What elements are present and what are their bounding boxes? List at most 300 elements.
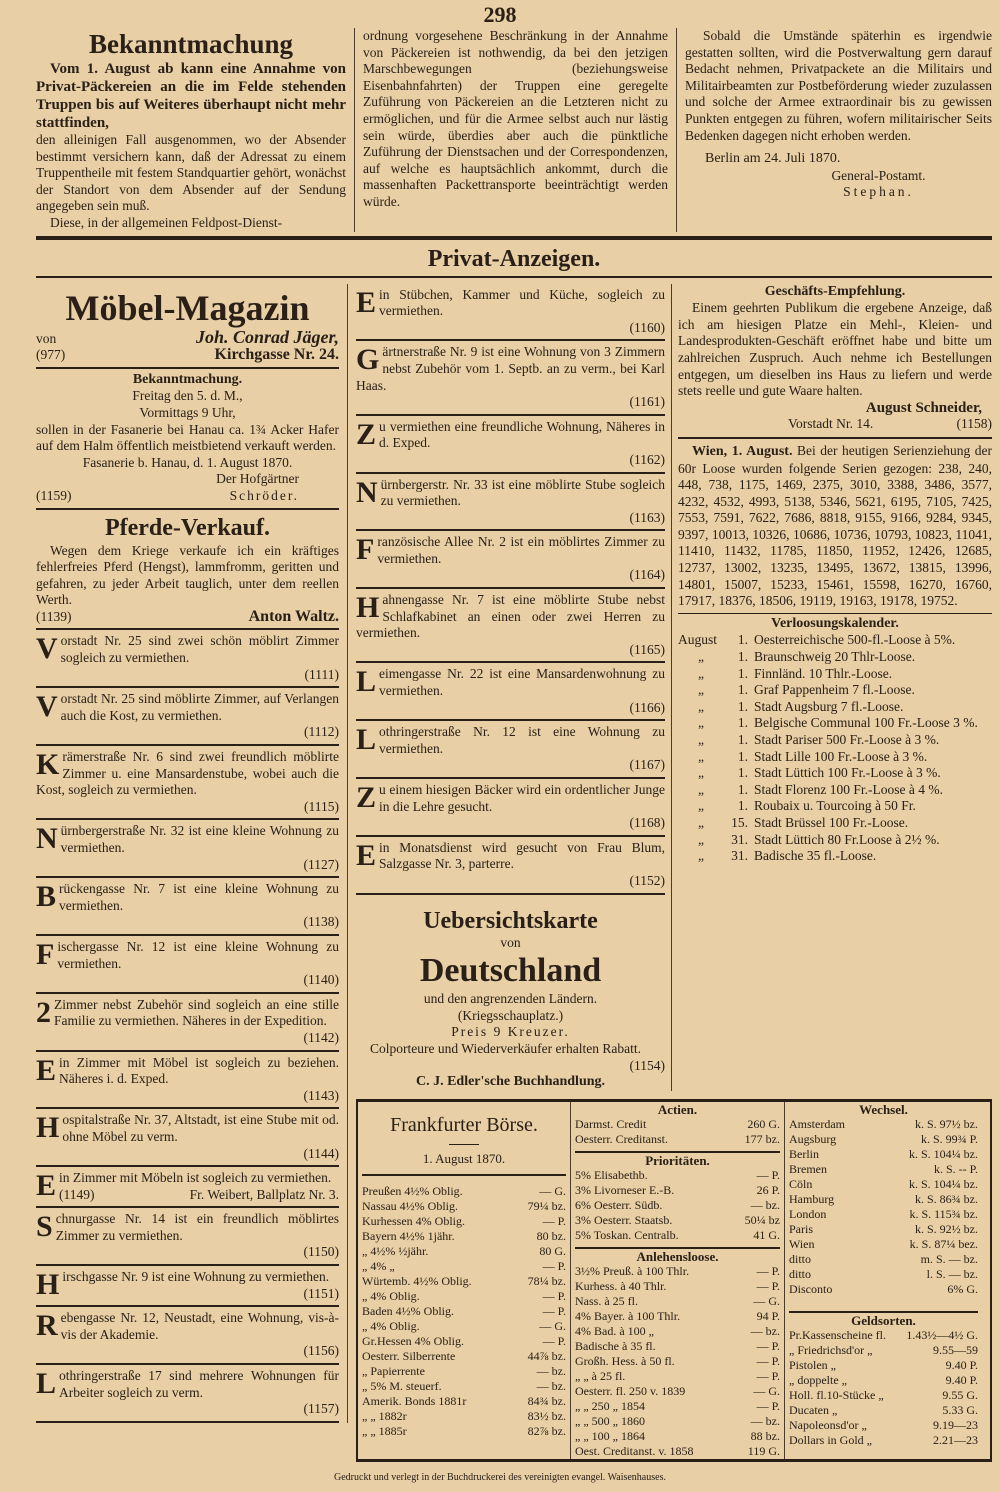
kalender-row xyxy=(678,666,992,683)
kalender-month: „ xyxy=(698,732,704,747)
fasanerie-title: Bekanntmachung. xyxy=(132,371,243,387)
stock-value: 9.19—23 xyxy=(933,1417,978,1432)
kalender-row xyxy=(678,815,992,832)
fasanerie-place: Fasanerie b. Hanau, d. 1. August 1870. xyxy=(82,454,293,470)
boerse-section-geldsorten xyxy=(789,1311,978,1448)
stock-name: Kurhess. à 40 Thlr. xyxy=(575,1278,667,1293)
stock-row xyxy=(362,1319,566,1334)
stock-name: 3% Oesterr. Staatsb. xyxy=(575,1212,673,1227)
stock-value: 9.55 G. xyxy=(942,1387,978,1402)
stock-name: Darmst. Credit xyxy=(575,1116,647,1131)
kalender-row xyxy=(678,715,992,732)
stock-value: — P. xyxy=(542,1258,566,1273)
stock-name: Bayern 4½% 1jähr. xyxy=(362,1228,455,1243)
ad-number: (1162) xyxy=(629,451,665,467)
stock-row xyxy=(789,1282,978,1297)
section-title: Anlehensloose. xyxy=(636,1248,719,1264)
kalender-month: „ xyxy=(698,649,704,665)
kalender-month: „ xyxy=(698,665,704,681)
page-number: 298 xyxy=(483,2,517,27)
stock-name: Napoleonsd'or „ xyxy=(789,1417,867,1432)
fasanerie-text: sollen in der Fasanerie bei Hanau ca. 1¾ Acker Hafer auf dem Halm öffentlich meistbietend verkauft werden. xyxy=(36,421,339,454)
stock-value: 80 G. xyxy=(539,1243,566,1258)
kalender-title: Verloosungskalender. xyxy=(771,615,899,631)
left-column xyxy=(36,284,348,1423)
fasanerie-role: Der Hofgärtner xyxy=(216,471,299,487)
stock-row xyxy=(789,1177,978,1192)
stock-row xyxy=(575,1384,780,1399)
notice-sig1: General-Postamt. xyxy=(831,167,926,183)
fasanerie-l2: Vormittags 9 Uhr, xyxy=(139,404,236,420)
stock-row xyxy=(575,1369,780,1384)
stock-name: „ doppelte „ xyxy=(789,1372,847,1387)
stock-name: Pr.Kassenscheine fl. xyxy=(789,1327,886,1342)
stock-value: 9.40 P. xyxy=(945,1372,978,1387)
karte-title: Uebersichtskarte xyxy=(423,907,598,934)
stock-value: 2.21—23 xyxy=(933,1432,978,1447)
ad-number: (1156) xyxy=(303,1343,339,1359)
stock-name: Augsburg xyxy=(789,1131,837,1146)
stock-value: 9.40 P. xyxy=(945,1357,978,1372)
kalender-month: „ xyxy=(698,715,704,731)
ad-number: (1164) xyxy=(629,567,665,583)
stock-name: 4% Bayer. à 100 Thlr. xyxy=(575,1308,681,1323)
stock-value: 50¼ bz xyxy=(744,1212,780,1227)
ad-number: (1160) xyxy=(629,319,665,335)
kalender-month: „ xyxy=(698,698,704,714)
stock-name: Großh. Hess. à 50 fl. xyxy=(575,1353,675,1368)
ad-number: (1127) xyxy=(303,856,339,872)
stock-row xyxy=(789,1162,978,1177)
stock-name: „ „ 250 „ 1854 xyxy=(575,1398,645,1413)
stock-row xyxy=(789,1358,978,1373)
stock-value: 78¼ bz. xyxy=(527,1273,566,1288)
stock-value: k. S. 104¼ bz. xyxy=(909,1146,978,1161)
stock-row xyxy=(789,1343,978,1358)
stock-row xyxy=(789,1403,978,1418)
ad-text: Hahnengasse Nr. 7 ist eine möblirte Stube nebst Schlafkabinet an einen oder zwei Herren zu vermiethen. xyxy=(356,591,665,641)
stock-value: 26 P. xyxy=(756,1182,780,1197)
section-title: Wechsel. xyxy=(859,1101,908,1117)
stock-name: Wien xyxy=(789,1236,815,1251)
karte-price: Preis 9 Kreuzer. xyxy=(451,1024,570,1040)
ad-number: (1151) xyxy=(303,1285,339,1301)
karte-country: Deutschland xyxy=(419,952,602,990)
stock-name: Preußen 4½% Oblig. xyxy=(362,1183,463,1198)
stock-value: 83½ bz. xyxy=(527,1408,566,1423)
stock-name: Würtemb. 4½% Oblig. xyxy=(362,1273,472,1288)
stock-row xyxy=(362,1259,566,1274)
stock-name: Cöln xyxy=(789,1176,813,1191)
divider xyxy=(36,276,992,278)
stock-value: — G. xyxy=(539,1183,566,1198)
stock-name: Nass. à 25 fl. xyxy=(575,1293,638,1308)
stock-value: 6% G. xyxy=(947,1281,978,1296)
stock-name: Dollars in Gold „ xyxy=(789,1432,872,1447)
ad-text: Nürnbergerstraße Nr. 32 ist eine kleine Wohnung zu vermiethen. xyxy=(36,822,339,856)
karte-ad xyxy=(356,899,665,1091)
kalender-item: Stadt Lüttich 100 Fr.-Loose à 3 %. xyxy=(754,765,941,781)
stock-row xyxy=(575,1198,780,1213)
boerse-right xyxy=(784,1102,982,1459)
stock-name: Baden 4½% Oblig. xyxy=(362,1303,454,1318)
stock-value: — P. xyxy=(542,1333,566,1348)
ad-text: Vorstadt Nr. 25 sind zwei schön möblirt Zimmer sogleich zu vermiethen. xyxy=(36,632,339,666)
stock-row xyxy=(789,1267,978,1282)
right-column xyxy=(672,284,992,865)
stock-row xyxy=(362,1184,566,1199)
stock-row xyxy=(789,1192,978,1207)
stock-row xyxy=(362,1214,566,1229)
classified-ad xyxy=(356,284,665,342)
ad-signature: Fr. Weibert, Ballplatz Nr. 3. xyxy=(189,1186,339,1202)
classified-ad xyxy=(356,663,665,721)
kalender-day: 1. xyxy=(737,715,748,731)
stock-row xyxy=(789,1147,978,1162)
kalender-item: Stadt Lüttich 80 Fr.Loose à 2½ %. xyxy=(754,831,940,847)
ad-text: Zu einem hiesigen Bäcker wird ein ordentlicher Junge in die Lehre gesucht. xyxy=(356,781,665,814)
stock-value: 82⅞ bz. xyxy=(527,1423,566,1438)
ad-number: (1150) xyxy=(303,1244,339,1260)
kalender-item: Belgische Communal 100 Fr.-Loose 3 %. xyxy=(754,715,978,731)
stock-row xyxy=(362,1289,566,1304)
section-title: Geldsorten. xyxy=(851,1312,916,1328)
stock-value: 41 G. xyxy=(753,1227,780,1242)
karte-text: Colporteure und Wiederverkäufer erhalten Rabatt. xyxy=(370,1040,641,1056)
stock-name: 3½% Preuß. à 100 Thlr. xyxy=(575,1263,690,1278)
karte-sig: C. J. Edler'sche Buchhandlung. xyxy=(415,1074,606,1090)
ad-text: Fischergasse Nr. 12 ist eine kleine Wohnung zu vermiethen. xyxy=(36,937,339,971)
boerse-main xyxy=(358,1102,570,1459)
kalender-item: Stadt Lille 100 Fr.-Loose à 3 %. xyxy=(754,748,928,764)
fasanerie-l1: Freitag den 5. d. M., xyxy=(132,388,243,404)
ad-number: (1157) xyxy=(303,1401,339,1417)
stock-row xyxy=(789,1222,978,1237)
kalender-month: „ xyxy=(698,781,704,797)
kalender-day: 1. xyxy=(737,765,748,781)
stock-value: — bz. xyxy=(750,1323,780,1338)
ad-text: Schnurgasse Nr. 14 ist ein freundlich möblirtes Zimmer zu vermiethen. xyxy=(36,1210,339,1244)
karte-von: von xyxy=(500,934,521,950)
classified-ad xyxy=(36,1167,339,1208)
ad-footer xyxy=(59,1187,339,1204)
stock-value: — P. xyxy=(756,1368,780,1383)
fasanerie-sig: Schröder. xyxy=(229,487,299,503)
ad-number: (1149) xyxy=(59,1186,95,1202)
ad-number: (1166) xyxy=(629,699,665,715)
ad-text: Ein Monatsdienst wird gesucht von Frau Blum, Salzgasse Nr. 3, parterre. xyxy=(356,838,665,872)
ad-text: Krämerstraße Nr. 6 sind zwei freundlich möblirte Zimmer u. eine Mansardenstube, wobei auch die Kost, sogleich zu vermiethen. xyxy=(36,748,339,798)
stock-name: 4% Bad. à 100 „ xyxy=(575,1323,654,1338)
classified-ad xyxy=(356,589,665,663)
stock-name: Hamburg xyxy=(789,1191,835,1206)
notice-title: Bekanntmachung xyxy=(88,29,294,59)
stock-value: k. S. 99¾ P. xyxy=(920,1131,978,1146)
boerse-title: Frankfurter Börse. xyxy=(390,1113,538,1136)
pferd-sig: Anton Waltz. xyxy=(248,607,339,625)
stock-name: Paris xyxy=(789,1221,813,1236)
stock-name: Oest. Creditanst. v. 1858 xyxy=(575,1443,694,1458)
kalender-row xyxy=(678,832,992,849)
ad-number: (1144) xyxy=(303,1145,339,1161)
section-title: Prioritäten. xyxy=(645,1152,710,1168)
stock-value: k. S. 115¾ bz. xyxy=(909,1206,978,1221)
stock-row xyxy=(362,1274,566,1289)
stock-value: — P. xyxy=(542,1288,566,1303)
stock-row xyxy=(575,1354,780,1369)
classified-ad xyxy=(36,820,339,878)
stock-value: 88 bz. xyxy=(750,1428,780,1443)
stock-value: 9.55—59 xyxy=(933,1342,978,1357)
left-ads-list xyxy=(36,630,339,1422)
boerse-section-wechsel xyxy=(789,1102,978,1297)
stock-name: Disconto xyxy=(789,1281,833,1296)
stock-name: Holl. fl.10-Stücke „ xyxy=(789,1387,884,1402)
stock-value: 80 bz. xyxy=(536,1228,566,1243)
notice-lead: Vom 1. August ab kann eine Annahme von Privat-Päckereien an die im Felde stehenden Truppen bis auf Weiteres überhaupt nicht mehr stattfinden, xyxy=(36,61,346,131)
ad-text: Ein Zimmer mit Möbeln ist sogleich zu vermiethen. xyxy=(36,1169,332,1203)
stock-value: 119 G. xyxy=(747,1443,780,1458)
kalender-day: 1. xyxy=(737,732,748,747)
kalender-month: „ xyxy=(698,814,704,830)
stock-name: Ducaten „ xyxy=(789,1402,838,1417)
kalender-item: Stadt Pariser 500 Fr.-Loose à 3 %. xyxy=(754,732,940,747)
boerse-section-actien xyxy=(575,1102,780,1147)
stock-value: — bz. xyxy=(536,1363,566,1378)
stock-name: Oesterr. Silberrente xyxy=(362,1348,456,1363)
stock-row xyxy=(789,1388,978,1403)
classified-ad xyxy=(36,1266,339,1307)
fasanerie-ad xyxy=(36,369,339,510)
geschaeft-text: Einem geehrten Publikum die ergebene Anzeige, daß ich am hiesigen Platze ein Mehl-, Kleien- und Landesprodukten-Geschäft eröffnet habe und bitte um zahlreichen Zuspruch. Auch nehme ich Bestellungen entgegen, um dieselben ins Haus zu liefern und werde stets reelle und gute Waare halten. xyxy=(678,300,992,399)
stock-value: 84¾ bz. xyxy=(527,1393,566,1408)
stock-name: „ „ 100 „ 1864 xyxy=(575,1428,645,1443)
stock-value: k. S. 97½ bz. xyxy=(915,1116,978,1131)
stock-value: — G. xyxy=(753,1383,780,1398)
geschaeft-title: Geschäfts-Empfehlung. xyxy=(764,283,906,299)
classified-ad xyxy=(356,416,665,474)
kalender-row xyxy=(678,848,992,865)
stock-row xyxy=(789,1237,978,1252)
classified-ad xyxy=(356,474,665,532)
classified-ad xyxy=(36,994,339,1052)
stock-value: — P. xyxy=(756,1263,780,1278)
stock-value: 260 G. xyxy=(747,1116,780,1131)
ad-text: Lothringerstraße Nr. 12 ist eine Wohnung zu vermiethen. xyxy=(356,723,665,757)
ad-number: (1152) xyxy=(629,872,665,888)
stock-value: 94 P. xyxy=(756,1308,780,1323)
ad-number: (1142) xyxy=(303,1029,339,1045)
kalender-item: Roubaix u. Tourcoing à 50 Fr. xyxy=(754,798,916,814)
ad-text: Zu vermiethen eine freundliche Wohnung, Näheres in d. Exped. xyxy=(356,417,665,451)
classified-ad xyxy=(36,936,339,994)
karte-paren: (Kriegsschauplatz.) xyxy=(457,1007,564,1023)
ad-number: (1165) xyxy=(629,641,665,657)
stock-row xyxy=(575,1213,780,1228)
stock-name: Kurhessen 4% Oblig. xyxy=(362,1213,465,1228)
ad-text: Vorstadt Nr. 25 sind möblirte Zimmer, auf Verlangen auch die Kost, zu vermiethen. xyxy=(36,690,339,724)
kalender-item: Oesterreichische 500-fl.-Loose à 5%. xyxy=(754,632,956,648)
notice-col-3 xyxy=(676,28,992,232)
stock-row xyxy=(575,1324,780,1339)
stock-name: „ „ 1885r xyxy=(362,1423,407,1438)
pferd-text: Wegen dem Kriege verkaufe ich ein kräftiges fehlerfreies Pferd (Hengst), lammfromm, geritten und gefahren, zu jeder Arbeit tauglich, unter dem reellen Werth. xyxy=(36,542,339,608)
kalender-month: „ xyxy=(698,798,704,814)
notice xyxy=(36,28,992,232)
geschaeft-sig: August Schneider, xyxy=(865,399,982,416)
kalender-day: 15. xyxy=(731,814,748,830)
moebel-title: Möbel-Magazin xyxy=(65,287,310,328)
ad-text: Hirschgasse Nr. 9 ist eine Wohnung zu vermiethen. xyxy=(36,1268,330,1302)
notice-para3: Sobald die Umstände späterhin es irgendwie gestatten sollten, wird die Postverwaltung gern darauf Bedacht nehmen, Privatpackete an die Militairs und Militairbeamten zur Postbeförderung wieder zuzulassen und solche der Armee extraordinair bis zu gewissen Punkten entgegen zu führen, wofern militairischer Seits Bedenken dagegen nicht erhoben werden. xyxy=(685,28,992,143)
stock-name: ditto xyxy=(789,1266,812,1281)
ad-number: (1167) xyxy=(629,757,665,773)
stock-row xyxy=(789,1433,978,1448)
geschaeft-num: (1158) xyxy=(956,416,992,432)
ad-number: (1143) xyxy=(303,1087,339,1103)
stock-row xyxy=(575,1414,780,1429)
ad-text: Rebengasse Nr. 12, Neustadt, eine Wohnung, vis-à-vis der Akademie. xyxy=(36,1309,339,1343)
stock-row xyxy=(362,1409,566,1424)
notice-col-1 xyxy=(36,28,354,232)
classified-ad xyxy=(356,341,665,415)
stock-row xyxy=(575,1399,780,1414)
kalender-row xyxy=(678,699,992,716)
kalender-day: 1. xyxy=(737,698,748,714)
kalender-day: 1. xyxy=(737,682,748,698)
notice-sig2: Stephan. xyxy=(843,184,914,200)
middle-column xyxy=(356,284,672,1091)
stock-name: Amerik. Bonds 1881r xyxy=(362,1393,467,1408)
ad-text: 2Zimmer nebst Zubehör sind sogleich an eine stille Familie zu vermiethen. Näheres in der Expedition. xyxy=(36,995,339,1029)
stock-row xyxy=(362,1424,566,1439)
stock-name: 6% Oesterr. Südb. xyxy=(575,1197,663,1212)
kalender-month: „ xyxy=(698,682,704,698)
stock-value: — P. xyxy=(542,1213,566,1228)
ad-number: (1138) xyxy=(303,914,339,930)
ad-text: Französische Allee Nr. 2 ist ein möblirtes Zimmer zu vermiethen. xyxy=(356,533,665,567)
notice-body: den alleinigen Fall ausgenommen, wo der Absender bestimmt versichern kann, daß der Adressat zu einem Truppentheile mit festem Standquartier gehört, wonächst der Standort von dem Absender auf der Sendung angegeben sein muß. xyxy=(36,132,346,214)
wien-text: Bei der heutigen Serienziehung der 60r Loose wurden folgende Serien gezogen: 238, 240, 448, 738, 1175, 1469, 2375, 3010, 3388, 3486, 3577, 4232, 4532, 4993, 5138, 5346, 5621, 6195, 7105, 7425, 7553, 7591, 7622, 7686, 8818, 9155, 9166, 9284, 9345, 9397, 10013, 10326, 10686, 10736, 10793, 10823, 11041, 11410, 11432, 11785, 11850, 11952, 12426, 12685, 12737, 13002, 13235, 13495, 13672, 13815, 13996, 14801, 15007, 15233, 15461, 15598, 16270, 16760, 17917, 18376, 18506, 19119, 19163, 19178, 19752. xyxy=(678,442,992,609)
notice-para2a: Diese, in der allgemeinen Feldpost-Dienst- xyxy=(50,214,283,230)
kalender-day: 1. xyxy=(737,748,748,764)
pferd-ad xyxy=(36,510,339,631)
kalender-month: „ xyxy=(698,848,704,864)
stock-row xyxy=(789,1252,978,1267)
classified-ad xyxy=(36,1052,339,1110)
classified-ad xyxy=(36,1109,339,1167)
stock-row xyxy=(789,1207,978,1222)
stock-name: Berlin xyxy=(789,1146,819,1161)
moebel-ad xyxy=(36,284,339,369)
stock-row xyxy=(362,1244,566,1259)
stock-value: m. S. — bz. xyxy=(920,1251,978,1266)
stock-name: 3% Livorneser E.-B. xyxy=(575,1182,675,1197)
stock-name: 5% Toskan. Centralb. xyxy=(575,1227,679,1242)
ads-area xyxy=(36,284,992,1462)
stock-value: k. S. 87¼ bez. xyxy=(909,1236,978,1251)
stock-name: Gr.Hessen 4% Oblig. xyxy=(362,1333,464,1348)
boerse-middle xyxy=(570,1102,784,1459)
stock-row xyxy=(575,1183,780,1198)
ad-text: Brückengasse Nr. 7 ist eine kleine Wohnung zu vermiethen. xyxy=(36,880,339,914)
stock-value: 44⅞ bz. xyxy=(527,1348,566,1363)
kalender-day: 1. xyxy=(737,649,748,665)
stock-value: k. S. 92½ bz. xyxy=(915,1221,978,1236)
stock-row xyxy=(575,1264,780,1279)
stock-row xyxy=(575,1279,780,1294)
stock-value: — P. xyxy=(756,1278,780,1293)
kalender-item: Stadt Augsburg 7 fl.-Loose. xyxy=(754,698,904,714)
stock-value: — bz. xyxy=(750,1413,780,1428)
stock-value: k. S. -- P. xyxy=(933,1161,978,1176)
boerse-date: 1. August 1870. xyxy=(422,1150,506,1166)
stock-value: l. S. — bz. xyxy=(926,1266,978,1281)
geschaeft-addr: Vorstadt Nr. 14. xyxy=(788,416,874,432)
stock-row xyxy=(789,1373,978,1388)
ad-text: Ein Stübchen, Kammer und Küche, sogleich zu vermiethen. xyxy=(356,285,665,319)
ad-number: (1161) xyxy=(629,394,665,410)
kalender-month: „ xyxy=(698,748,704,764)
kalender-day: 31. xyxy=(731,831,748,847)
stock-row xyxy=(575,1228,780,1243)
moebel-name: Joh. Conrad Jäger, xyxy=(195,326,339,347)
right-area xyxy=(348,284,992,1462)
footer-imprint: Gedruckt und verlegt in der Buchdruckerei des vereinigten evangel. Waisenhauses. xyxy=(334,1471,666,1483)
stock-row xyxy=(362,1229,566,1244)
ad-text: Lothringerstraße 17 sind mehrere Wohnungen für Arbeiter sogleich zu verm. xyxy=(36,1367,339,1401)
ad-number: (1140) xyxy=(303,972,339,988)
stock-value: 79¼ bz. xyxy=(527,1198,566,1213)
kalender-item: Finnländ. 10 Thlr.-Loose. xyxy=(754,665,893,681)
stock-name: „ 4% Oblig. xyxy=(362,1318,420,1333)
stock-name: Nassau 4½% Oblig. xyxy=(362,1198,458,1213)
notice-place: Berlin am 24. Juli 1870. xyxy=(705,151,841,167)
stock-name: „ Friedrichsd'or „ xyxy=(789,1342,873,1357)
classified-ad xyxy=(356,779,665,837)
section-title: Privat-Anzeigen. xyxy=(427,245,601,272)
stock-row xyxy=(575,1294,780,1309)
stock-name: London xyxy=(789,1206,827,1221)
karte-num: (1154) xyxy=(629,1057,665,1073)
classified-ad xyxy=(356,837,665,895)
ad-number: (1163) xyxy=(629,509,665,525)
stock-row xyxy=(362,1334,566,1349)
classified-ad xyxy=(36,1208,339,1266)
stock-row xyxy=(575,1309,780,1324)
ad-number: (1115) xyxy=(304,798,339,814)
kalender-row xyxy=(678,632,992,649)
stock-row xyxy=(362,1364,566,1379)
stock-value: — G. xyxy=(753,1293,780,1308)
stock-value: — P. xyxy=(756,1167,780,1182)
stock-value: — P. xyxy=(756,1353,780,1368)
fasanerie-num: (1159) xyxy=(36,487,72,503)
stock-name: „ 4% „ xyxy=(362,1258,395,1273)
stock-name: „ „ à 25 fl. xyxy=(575,1368,626,1383)
kalender-row xyxy=(678,798,992,815)
stock-value: — bz. xyxy=(536,1378,566,1393)
classified-ad xyxy=(36,878,339,936)
stock-name: „ „ 1882r xyxy=(362,1408,407,1423)
ad-text: Hospitalstraße Nr. 37, Altstadt, ist eine Stube mit od. ohne Möbel zu verm. xyxy=(36,1111,339,1145)
stock-value: k. S. 104¼ bz. xyxy=(909,1176,978,1191)
kalender-row xyxy=(678,749,992,766)
stock-name: Amsterdam xyxy=(789,1116,845,1131)
kalender-day: 1. xyxy=(737,781,748,797)
wien-lead: Wien, 1. August. xyxy=(692,443,793,459)
boerse-section-prioritaeten xyxy=(575,1151,780,1243)
